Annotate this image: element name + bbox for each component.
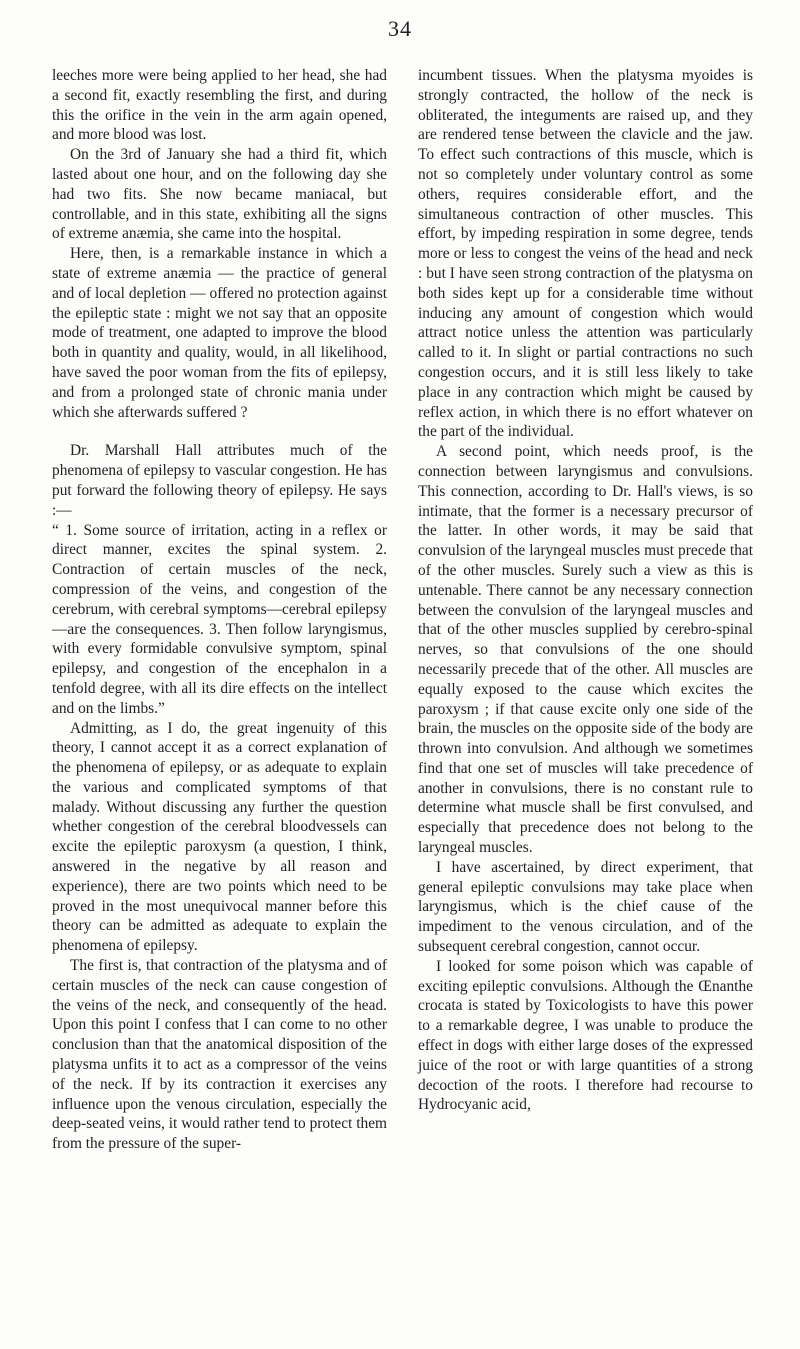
paragraph-first-point: The first is, that contraction of the platysma and of certain muscles of the neck can cause congestion of the veins of the neck, and consequently of the head. Upon this point I confess that I can come to no other conclusion than that the anatomical disposition of the platysma unfits it to act as a compressor of the veins of the neck. If by its contraction it exercises any influence upon the venous circulation, especially the deep-seated veins, it would rather tend to protect them from the pressure of the super- xyxy=(52,957,387,1153)
paragraph-marshall-hall: Dr. Marshall Hall attributes much of the phenomena of epilepsy to vascular congestion. He has put forward the following theory of epilepsy. He says :— xyxy=(52,442,387,519)
paragraph-theory-quote: “ 1. Some source of irritation, acting in a reflex or direct manner, excites the spinal system. 2. Contraction of certain muscles of the neck, compression of the veins, and congestion of the cerebrum, with cerebral symptoms—cerebral epilepsy—are the consequences. 3. Then follow laryngismus, with every formidable convulsive symptom, spinal epilepsy, and congestion of the encephalon in a tenfold degree, with all its dire effects on the intellect and on the limbs.” xyxy=(52,521,387,717)
left-column xyxy=(52,66,387,1154)
paragraph-poison: I looked for some poison which was capable of exciting epileptic convulsions. Although the Œnanthe crocata is stated by Toxicologists to have this power to a remarkable degree, I was unable to produce the effect in dogs with either large doses of the expressed juice of the root or with large quantities of a strong decoction of the roots. I therefore had recourse to Hydrocyanic acid, xyxy=(418,957,753,1114)
paragraph-continuation: leeches more were being applied to her head, she had a second fit, exactly resembling the first, and during this the orifice in the vein in the arm again opened, and more blood was lost. xyxy=(52,67,387,144)
right-column xyxy=(418,66,753,1115)
paragraph-second-point: A second point, which needs proof, is the connection between laryngismus and convulsions. This connection, according to Dr. Hall's views, is so intimate, that the former is a necessary precursor of the latter. In other words, it may be said that convulsion of the laryngeal muscles must precede that of the other muscles. Surely such a view as this is untenable. There cannot be any necessary connection between the convulsion of the laryngeal muscles and that of the other muscles supplied by cerebro-spinal nerves, so that convulsions of the one should necessarily precede that of the other. All muscles are equally exposed to the cause which excites the paroxysm ; if that cause excite only one side of the brain, the muscles on the opposite side of the body are thrown into convulsion. And although we sometimes find that one set of muscles will take precedence of another in convulsions, there is no constant rule to determine what muscle shall be first convulsed, and especially that precedence does not belong to the laryngeal muscles. xyxy=(418,443,753,857)
paragraph-third-fit: On the 3rd of January she had a third fit, which lasted about one hour, and on the following day she had two fits. She now became maniacal, but controllable, and in this state, exhibiting all the signs of extreme anæmia, she came into the hospital. xyxy=(52,146,387,243)
paragraph-platysma-continuation: incumbent tissues. When the platysma myoides is strongly contracted, the hollow of the neck is obliterated, the integuments are raised up, and they are rendered tense between the clavicle and the jaw. To effect such contractions of this muscle, which is not so completely under voluntary control as some others, requires considerable effort, and the simultaneous contraction of other muscles. This effort, by impeding respiration in some degree, tends more or less to congest the veins of the head and neck : but I have seen strong contraction of the platysma on both sides kept up for a considerable time without inducing any amount of congestion which would attract notice unless the attention was particularly called to it. In slight or partial contractions no such congestion occurs, and it is still less likely to take place in any contraction which might be caused by reflex action, in which there is no effort whatever on the part of the individual. xyxy=(418,67,753,441)
paragraph-experiment: I have ascertained, by direct experiment, that general epileptic convulsions may take place when laryngismus, which is the chief cause of the impediment to the venous circulation, and of the subsequent cerebral congestion, cannot occur. xyxy=(418,858,753,956)
page-number: 34 xyxy=(388,16,412,41)
paragraph-admitting: Admitting, as I do, the great ingenuity of this theory, I cannot accept it as a correct explanation of the phenomena of epilepsy, or as adequate to explain the various and complicated symptoms of that malady. Without discussing any further the question whether congestion of the cerebral bloodvessels can excite the epileptic paroxysm (a question, I think, answered in the negative by all reason and experience), there are two points which need to be proved in the most unequivocal manner before this theory can be admitted as adequate to explain the phenomena of epilepsy. xyxy=(52,719,387,955)
paragraph-anaemia-instance: Here, then, is a remarkable instance in which a state of extreme anæmia — the practice of general and of local depletion — offered no protection against the epileptic state : might we not say that an opposite mode of treatment, one adapted to improve the blood both in quantity and quality, would, in all likelihood, have saved the poor woman from the fits of epilepsy, and from a prolonged state of chronic mania under which she afterwards suffered ? xyxy=(52,245,387,421)
